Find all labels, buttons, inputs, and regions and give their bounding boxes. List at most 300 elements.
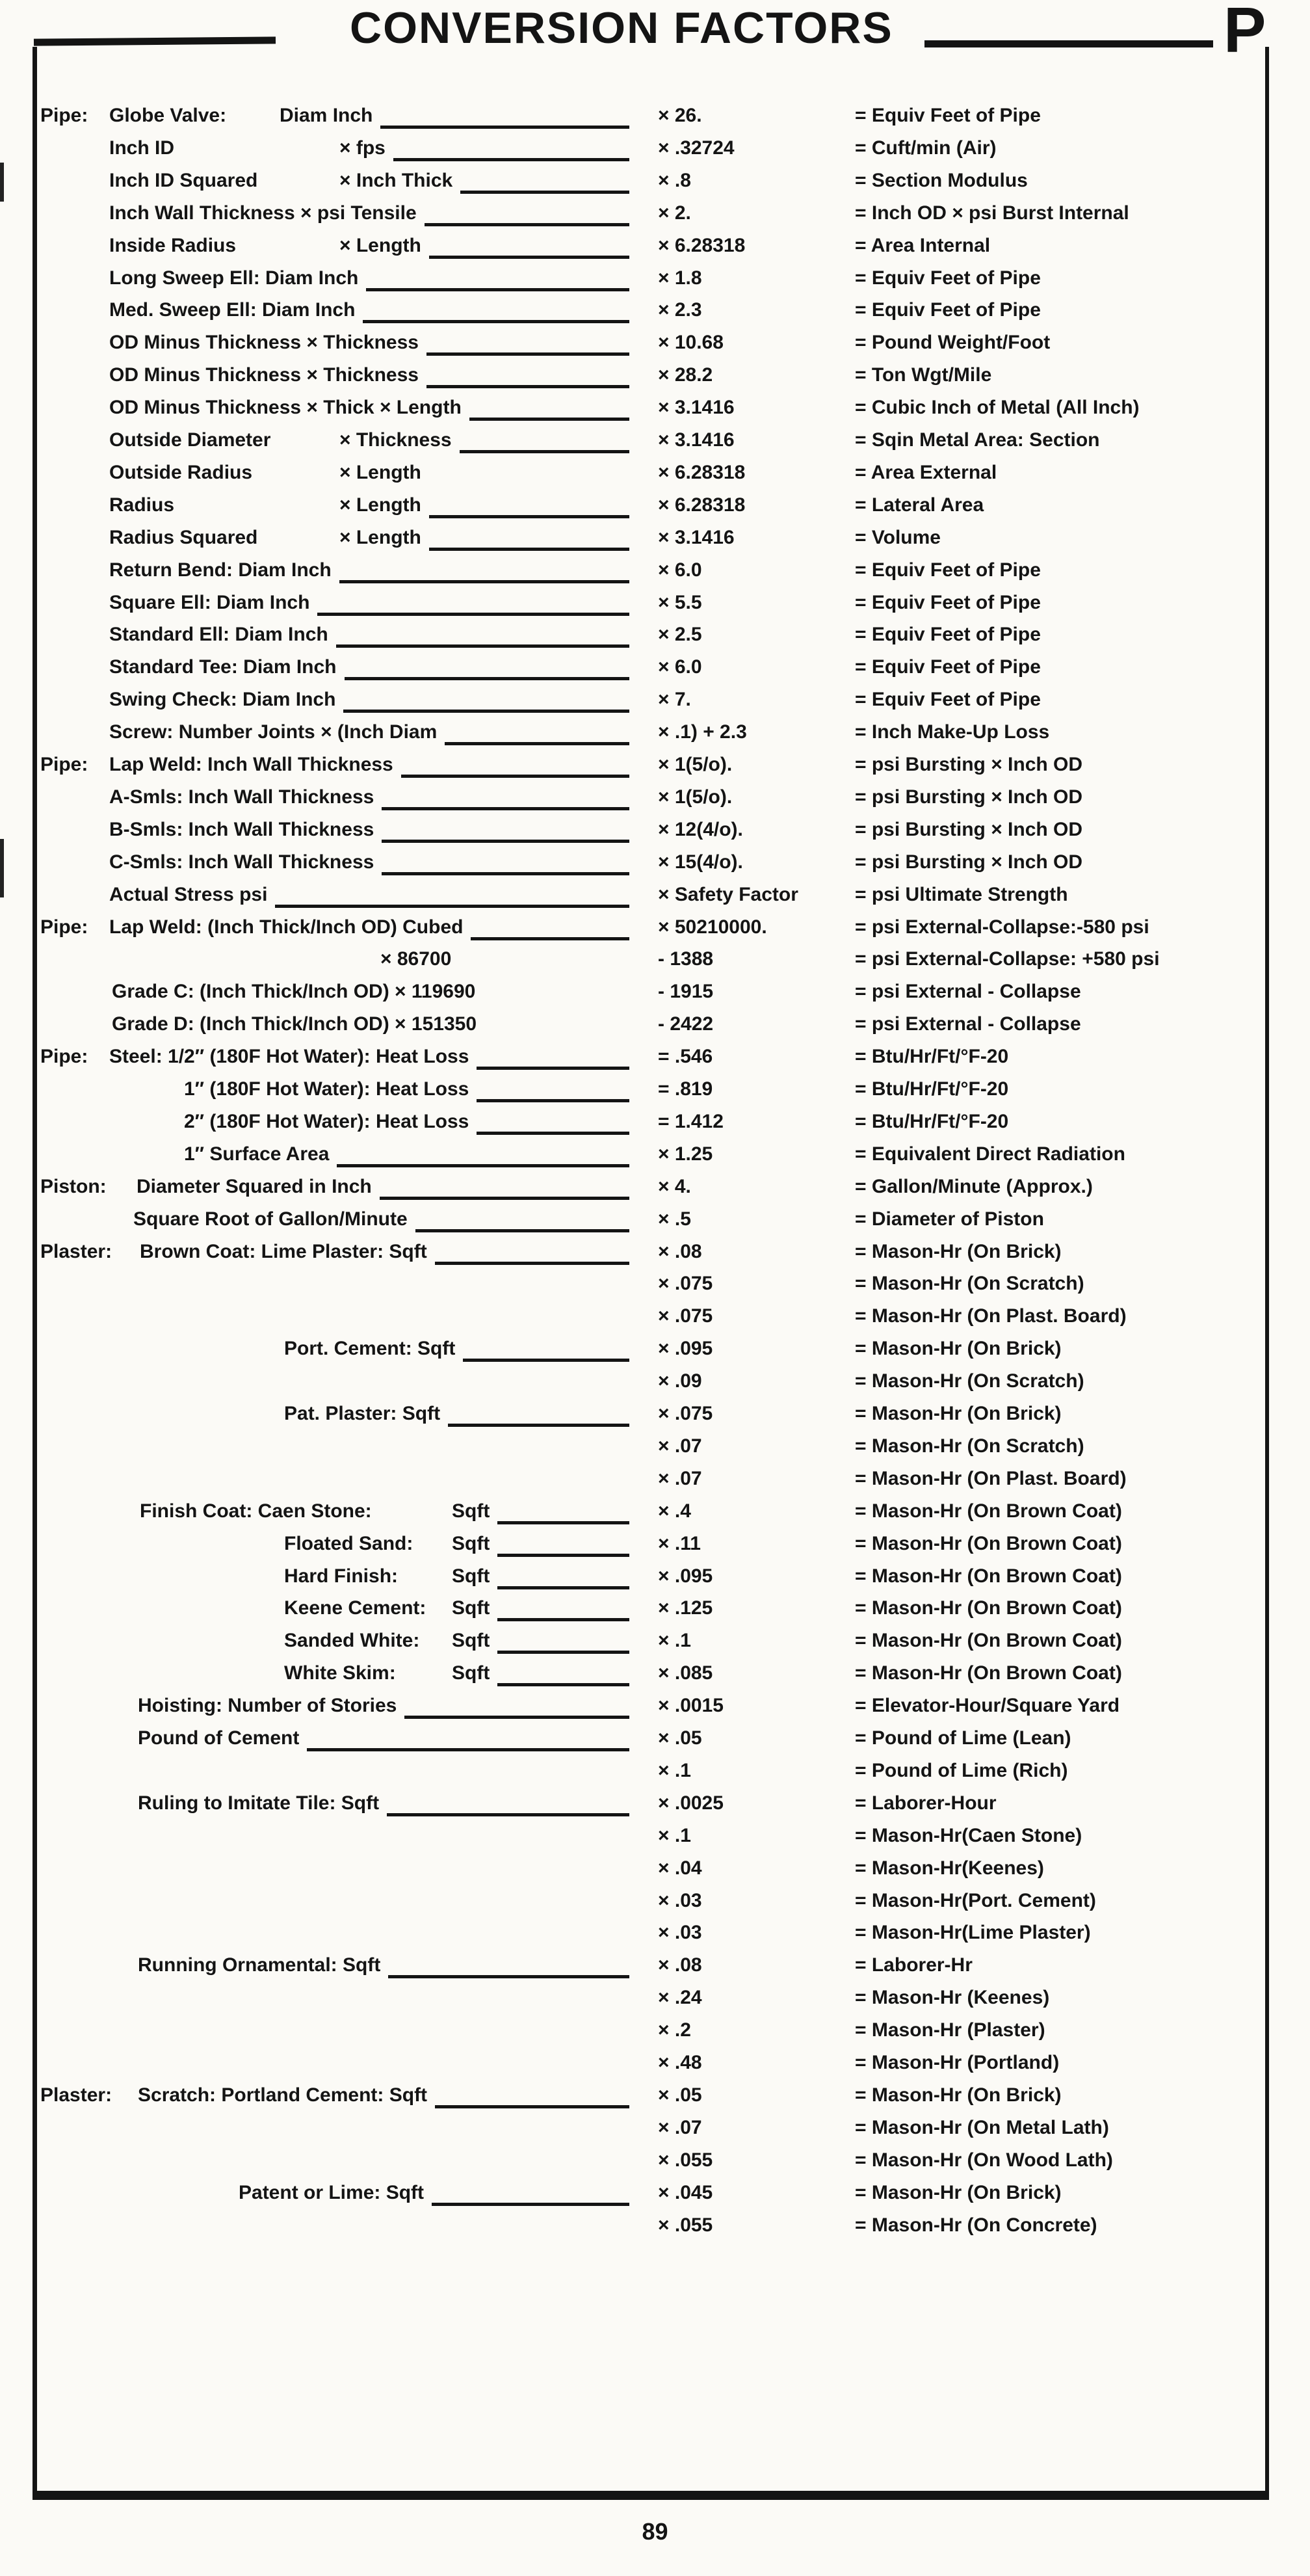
row-factor: × .055 <box>658 2214 713 2236</box>
row-factor: × 2.3 <box>658 299 702 321</box>
row-result: = Mason-Hr (On Brown Coat) <box>855 1565 1122 1587</box>
row-label <box>109 689 642 717</box>
row-label <box>109 656 642 685</box>
row-label <box>109 364 642 393</box>
fill-in-line <box>429 256 629 259</box>
fill-in-line <box>426 385 629 388</box>
row-factor: × 50210000. <box>658 916 767 938</box>
fill-in-line <box>336 644 629 648</box>
row-result: = Cuft/min (Air) <box>855 137 997 159</box>
row-factor: × .075 <box>658 1273 713 1294</box>
fill-in-line <box>387 1813 629 1816</box>
row-factor: × Safety Factor <box>658 884 798 905</box>
row-label-part: Sqft <box>452 1597 490 1619</box>
row-label-part: C-Smls: Inch Wall Thickness <box>109 851 374 873</box>
row-label-part: × Length <box>339 235 421 256</box>
conversion-row <box>0 1241 1310 1273</box>
fill-in-line <box>435 1262 629 1265</box>
row-label <box>137 1176 642 1204</box>
row-result: = Mason-Hr (Keenes) <box>855 1987 1050 2008</box>
row-factor: × 6.28318 <box>658 235 746 256</box>
fill-in-line <box>401 775 629 778</box>
row-label <box>109 819 642 847</box>
row-result: = Mason-Hr (On Brown Coat) <box>855 1597 1122 1619</box>
row-label <box>112 1013 477 1042</box>
conversion-row <box>0 1727 1310 1760</box>
conversion-row <box>0 1468 1310 1500</box>
row-factor: × .1) + 2.3 <box>658 721 747 743</box>
row-result: = Area Internal <box>855 235 991 256</box>
conversion-row <box>0 1111 1310 1143</box>
row-factor: × .1 <box>658 1630 691 1651</box>
row-label-part: 1″ Surface Area <box>184 1143 330 1165</box>
conversion-row <box>0 1078 1310 1111</box>
conversion-row <box>0 1435 1310 1468</box>
fill-in-line <box>435 2105 629 2108</box>
row-label-part: Inch Wall Thickness × psi Tensile <box>109 202 417 224</box>
row-label <box>109 299 642 328</box>
row-result: = Btu/Hr/Ft/°F-20 <box>855 1111 1009 1132</box>
conversion-row <box>0 235 1310 267</box>
conversion-row <box>0 1662 1310 1695</box>
page-number: 89 <box>642 2518 668 2545</box>
row-label <box>109 170 642 198</box>
row-label-part: Scratch: Portland Cement: Sqft <box>138 2084 428 2106</box>
row-factor: × .03 <box>658 1890 702 1911</box>
fill-in-line <box>497 1586 629 1589</box>
fill-in-line <box>477 1099 629 1102</box>
row-label <box>109 1046 642 1074</box>
row-factor: × .1 <box>658 1825 691 1846</box>
conversion-row <box>0 656 1310 689</box>
row-label-part: Diam Inch <box>280 105 373 126</box>
row-label-part: Sqft <box>452 1533 490 1554</box>
fill-in-line <box>343 710 629 713</box>
row-label-part: Floated Sand: <box>284 1533 413 1554</box>
row-result: = Equiv Feet of Pipe <box>855 299 1041 321</box>
section-letter: P <box>1224 0 1266 66</box>
fill-in-line <box>463 1359 629 1362</box>
row-factor: × .11 <box>658 1533 701 1554</box>
row-result: = Laborer-Hr <box>855 1954 973 1976</box>
row-label-part: Sanded White: <box>284 1630 420 1651</box>
conversion-row <box>0 2019 1310 2052</box>
row-result: = Mason-Hr(Port. Cement) <box>855 1890 1096 1911</box>
conversion-row <box>0 1760 1310 1792</box>
conversion-row <box>0 1370 1310 1403</box>
row-label <box>109 137 642 166</box>
fill-in-line <box>345 677 629 680</box>
conversion-row <box>0 916 1310 949</box>
row-factor: × .07 <box>658 1468 702 1489</box>
row-label <box>109 884 642 912</box>
page-title: CONVERSION FACTORS <box>350 3 893 53</box>
conversion-row <box>0 1825 1310 1857</box>
conversion-row <box>0 429 1310 462</box>
row-label <box>109 235 642 263</box>
row-result: = psi Bursting × Inch OD <box>855 754 1083 775</box>
row-result: = psi External - Collapse <box>855 1013 1081 1035</box>
row-group-prefix: Pipe: <box>40 916 88 938</box>
row-result: = Equiv Feet of Pipe <box>855 105 1041 126</box>
row-label <box>239 2182 642 2211</box>
conversion-row <box>0 267 1310 300</box>
row-label-part: × 86700 <box>380 948 452 970</box>
row-factor: × .09 <box>658 1370 702 1392</box>
conversion-row <box>0 494 1310 527</box>
fill-in-line <box>339 580 629 583</box>
row-label <box>284 1565 642 1594</box>
fill-in-line <box>366 288 629 291</box>
fill-in-line <box>275 905 629 908</box>
row-label <box>284 1630 642 1658</box>
row-result: = Section Modulus <box>855 170 1028 191</box>
row-result: = psi External-Collapse: +580 psi <box>855 948 1160 970</box>
row-label <box>109 267 642 296</box>
row-label-part: Steel: 1/2″ (180F Hot Water): Heat Loss <box>109 1046 469 1067</box>
row-group-prefix: Piston: <box>40 1176 107 1197</box>
row-factor: × 3.1416 <box>658 397 735 418</box>
row-result: = Equiv Feet of Pipe <box>855 624 1041 645</box>
row-label <box>140 1500 642 1529</box>
row-label <box>109 624 642 652</box>
conversion-row <box>0 2182 1310 2214</box>
row-label-part: × Length <box>339 494 421 516</box>
row-group-prefix: Plaster: <box>40 2084 112 2106</box>
row-label <box>138 1727 642 1756</box>
row-result: = Mason-Hr(Caen Stone) <box>855 1825 1082 1846</box>
row-factor: × .0015 <box>658 1695 724 1716</box>
fill-in-line <box>445 742 629 745</box>
row-label <box>284 1533 642 1561</box>
row-label-part: OD Minus Thickness × Thickness <box>109 332 419 353</box>
row-group-prefix: Pipe: <box>40 1046 88 1067</box>
fill-in-line <box>388 1975 629 1978</box>
row-result: = Volume <box>855 527 941 548</box>
row-result: = Mason-Hr(Keenes) <box>855 1857 1044 1879</box>
row-label <box>138 2084 642 2113</box>
conversion-row <box>0 1695 1310 1727</box>
row-label-part: Sqft <box>452 1662 490 1684</box>
conversion-row <box>0 137 1310 170</box>
conversion-row <box>0 105 1310 137</box>
row-factor: × .03 <box>658 1922 702 1943</box>
row-result: = Cubic Inch of Metal (All Inch) <box>855 397 1140 418</box>
conversion-row <box>0 1305 1310 1338</box>
fill-in-line <box>497 1651 629 1654</box>
row-factor: × .32724 <box>658 137 735 159</box>
row-label <box>109 786 642 815</box>
row-factor: × .24 <box>658 1987 702 2008</box>
conversion-row <box>0 1630 1310 1662</box>
row-label <box>140 1241 642 1269</box>
conversion-row <box>0 786 1310 819</box>
scan-artifact <box>0 163 4 202</box>
conversion-row <box>0 397 1310 429</box>
conversion-row <box>0 1013 1310 1046</box>
row-result: = psi External - Collapse <box>855 981 1081 1002</box>
row-label <box>284 1662 642 1691</box>
row-factor: × .04 <box>658 1857 702 1879</box>
row-result: = Mason-Hr (Portland) <box>855 2052 1060 2073</box>
row-label <box>109 202 642 231</box>
conversion-row <box>0 1857 1310 1890</box>
row-label-part: Hard Finish: <box>284 1565 399 1587</box>
row-result: = Diameter of Piston <box>855 1208 1044 1230</box>
row-factor: = .546 <box>658 1046 713 1067</box>
row-result: = Mason-Hr (On Brick) <box>855 2182 1062 2203</box>
conversion-row <box>0 884 1310 916</box>
title-rule-left <box>34 36 276 46</box>
conversion-row <box>0 2117 1310 2149</box>
row-label <box>138 1954 642 1983</box>
row-result: = Mason-Hr (On Brick) <box>855 1338 1062 1359</box>
row-label <box>109 527 642 555</box>
row-factor: × 4. <box>658 1176 691 1197</box>
row-label <box>184 1111 642 1139</box>
row-label-part: Pound of Cement <box>138 1727 300 1749</box>
row-factor: × .085 <box>658 1662 713 1684</box>
row-label-part: Standard Tee: Diam Inch <box>109 656 337 678</box>
fill-in-line <box>432 2203 629 2206</box>
conversion-row <box>0 527 1310 559</box>
row-factor: × 12(4/o). <box>658 819 743 840</box>
row-result: = Mason-Hr (On Plast. Board) <box>855 1468 1127 1489</box>
row-label-part: Swing Check: Diam Inch <box>109 689 336 710</box>
row-factor: × 6.28318 <box>658 462 746 483</box>
row-factor: × .8 <box>658 170 691 191</box>
row-label-part: Ruling to Imitate Tile: Sqft <box>138 1792 380 1814</box>
conversion-row <box>0 1273 1310 1305</box>
row-label <box>109 592 642 620</box>
fill-in-line <box>380 1197 629 1200</box>
row-label <box>184 1143 642 1172</box>
row-label-part: Pat. Plaster: Sqft <box>284 1403 441 1424</box>
row-factor: × 26. <box>658 105 702 126</box>
conversion-row <box>0 559 1310 592</box>
fill-in-line <box>363 320 629 323</box>
row-label <box>109 429 642 458</box>
row-factor: × 3.1416 <box>658 527 735 548</box>
row-factor: = 1.412 <box>658 1111 724 1132</box>
conversion-row <box>0 332 1310 364</box>
row-label-part: Sqft <box>452 1500 490 1522</box>
row-label-part: A-Smls: Inch Wall Thickness <box>109 786 374 808</box>
conversion-row <box>0 624 1310 656</box>
row-factor: × .075 <box>658 1305 713 1327</box>
row-factor: × .08 <box>658 1954 702 1976</box>
fill-in-line <box>429 548 629 551</box>
row-result: = Sqin Metal Area: Section <box>855 429 1100 451</box>
row-factor: × 5.5 <box>658 592 702 613</box>
row-result: = Pound of Lime (Lean) <box>855 1727 1071 1749</box>
row-label <box>380 948 451 977</box>
row-result: = Elevator-Hour/Square Yard <box>855 1695 1120 1716</box>
row-result: = Mason-Hr (On Brick) <box>855 2084 1062 2106</box>
row-factor: - 1915 <box>658 981 714 1002</box>
row-factor: × 6.0 <box>658 656 702 678</box>
row-factor: × .07 <box>658 1435 702 1457</box>
row-label-part: Inside Radius <box>109 235 237 256</box>
conversion-row <box>0 2052 1310 2084</box>
row-factor: × .5 <box>658 1208 691 1230</box>
row-factor: × .48 <box>658 2052 702 2073</box>
conversion-row <box>0 1597 1310 1630</box>
row-result: = Btu/Hr/Ft/°F-20 <box>855 1046 1009 1067</box>
row-label <box>109 397 642 425</box>
conversion-row <box>0 1922 1310 1954</box>
fill-in-line <box>317 613 629 616</box>
conversion-row <box>0 2214 1310 2247</box>
row-result: = Mason-Hr (On Brick) <box>855 1403 1062 1424</box>
row-label-part: Sqft <box>452 1565 490 1587</box>
row-factor: × .4 <box>658 1500 691 1522</box>
row-factor: × 2.5 <box>658 624 702 645</box>
row-label <box>284 1403 642 1431</box>
row-result: = psi Bursting × Inch OD <box>855 819 1083 840</box>
row-factor: = .819 <box>658 1078 713 1100</box>
row-label-part: 1″ (180F Hot Water): Heat Loss <box>184 1078 469 1100</box>
row-label <box>109 721 642 750</box>
row-label-part: × Inch Thick <box>339 170 453 191</box>
row-result: = psi Ultimate Strength <box>855 884 1068 905</box>
row-label <box>138 1792 642 1821</box>
row-factor: × 10.68 <box>658 332 724 353</box>
fill-in-line <box>497 1618 629 1621</box>
row-group-prefix: Pipe: <box>40 105 88 126</box>
row-result: = psi Bursting × Inch OD <box>855 786 1083 808</box>
row-result: = Lateral Area <box>855 494 984 516</box>
fill-in-line <box>415 1229 629 1232</box>
row-label-part: B-Smls: Inch Wall Thickness <box>109 819 374 840</box>
row-label <box>109 462 421 490</box>
row-result: = Mason-Hr (On Brown Coat) <box>855 1662 1122 1684</box>
row-label-part: Med. Sweep Ell: Diam Inch <box>109 299 356 321</box>
conversion-row <box>0 1792 1310 1825</box>
row-label-part: Screw: Number Joints × (Inch Diam <box>109 721 438 743</box>
row-label-part: Hoisting: Number of Stories <box>138 1695 397 1716</box>
row-result: = Mason-Hr (On Brown Coat) <box>855 1630 1122 1651</box>
row-factor: - 2422 <box>658 1013 714 1035</box>
row-result: = Pound of Lime (Rich) <box>855 1760 1068 1781</box>
conversion-row <box>0 1403 1310 1435</box>
row-factor: × .05 <box>658 2084 702 2106</box>
row-label-part: Square Ell: Diam Inch <box>109 592 310 613</box>
row-label-part: Outside Radius <box>109 462 253 483</box>
row-result: = Equiv Feet of Pipe <box>855 267 1041 289</box>
conversion-row <box>0 202 1310 235</box>
conversion-row <box>0 2084 1310 2117</box>
row-label <box>138 1695 642 1723</box>
row-label-part: Brown Coat: Lime Plaster: Sqft <box>140 1241 427 1262</box>
row-label-part: Finish Coat: Caen Stone: <box>140 1500 372 1522</box>
row-label-part: Inch ID Squared <box>109 170 258 191</box>
fill-in-line <box>471 937 629 940</box>
row-factor: × .08 <box>658 1241 702 1262</box>
row-factor: × .045 <box>658 2182 713 2203</box>
row-factor: × 7. <box>658 689 691 710</box>
row-result: = Mason-Hr (On Plast. Board) <box>855 1305 1127 1327</box>
row-factor: × 3.1416 <box>658 429 735 451</box>
row-result: = Mason-Hr (On Scratch) <box>855 1273 1084 1294</box>
conversion-row <box>0 1954 1310 1987</box>
fill-in-line <box>469 418 629 421</box>
row-label-part: Lap Weld: Inch Wall Thickness <box>109 754 393 775</box>
fill-in-line <box>460 450 629 453</box>
conversion-row <box>0 364 1310 397</box>
row-result: = Equiv Feet of Pipe <box>855 592 1041 613</box>
fill-in-line <box>337 1164 629 1167</box>
conversion-row <box>0 689 1310 721</box>
row-result: = Ton Wgt/Mile <box>855 364 992 386</box>
row-result: = Equivalent Direct Radiation <box>855 1143 1125 1165</box>
conversion-row <box>0 1208 1310 1241</box>
row-label-part: Standard Ell: Diam Inch <box>109 624 328 645</box>
row-result: = Btu/Hr/Ft/°F-20 <box>855 1078 1009 1100</box>
row-result: = Area External <box>855 462 997 483</box>
row-label-part: Globe Valve: <box>109 105 227 126</box>
row-label-part: Radius <box>109 494 175 516</box>
conversion-row <box>0 1500 1310 1533</box>
fill-in-line <box>429 515 629 518</box>
row-factor: × 15(4/o). <box>658 851 743 873</box>
conversion-row <box>0 1565 1310 1598</box>
row-label <box>133 1208 642 1237</box>
row-label-part: Grade C: (Inch Thick/Inch OD) × 119690 <box>112 981 476 1002</box>
row-factor: × .1 <box>658 1760 691 1781</box>
row-result: = Pound Weight/Foot <box>855 332 1051 353</box>
row-factor: × 6.0 <box>658 559 702 581</box>
row-label-part: OD Minus Thickness × Thick × Length <box>109 397 462 418</box>
row-label <box>109 851 642 880</box>
row-factor: × .05 <box>658 1727 702 1749</box>
row-label-part: Grade D: (Inch Thick/Inch OD) × 151350 <box>112 1013 477 1035</box>
fill-in-line <box>425 223 629 226</box>
row-label-part: Inch ID <box>109 137 175 159</box>
conversion-row <box>0 592 1310 624</box>
row-result: = Laborer-Hour <box>855 1792 997 1814</box>
row-label-part: 2″ (180F Hot Water): Heat Loss <box>184 1111 469 1132</box>
conversion-row <box>0 1338 1310 1370</box>
row-result: = Equiv Feet of Pipe <box>855 689 1041 710</box>
row-label <box>109 332 642 360</box>
fill-in-line <box>404 1716 629 1719</box>
row-factor: × 1(5/o). <box>658 754 733 775</box>
row-label-part: × Length <box>339 527 421 548</box>
row-label <box>109 754 642 782</box>
row-factor: × .095 <box>658 1338 713 1359</box>
row-factor: × 1.8 <box>658 267 702 289</box>
row-label-part: Diameter Squared in Inch <box>137 1176 372 1197</box>
row-factor: × .125 <box>658 1597 713 1619</box>
row-label <box>284 1597 642 1626</box>
row-group-prefix: Plaster: <box>40 1241 112 1262</box>
row-label <box>109 559 642 588</box>
row-label-part: Port. Cement: Sqft <box>284 1338 456 1359</box>
fill-in-line <box>393 158 629 161</box>
row-label-part: × Thickness <box>339 429 452 451</box>
fill-in-line <box>380 126 629 129</box>
fill-in-line <box>497 1554 629 1557</box>
row-result: = Mason-Hr (On Wood Lath) <box>855 2149 1113 2171</box>
row-factor: × 1(5/o). <box>658 786 733 808</box>
row-label <box>109 105 642 133</box>
row-label-part: Return Bend: Diam Inch <box>109 559 332 581</box>
row-result: = Mason-Hr (On Scratch) <box>855 1370 1084 1392</box>
row-label <box>112 981 475 1009</box>
fill-in-line <box>448 1424 629 1427</box>
conversion-row <box>0 1176 1310 1208</box>
